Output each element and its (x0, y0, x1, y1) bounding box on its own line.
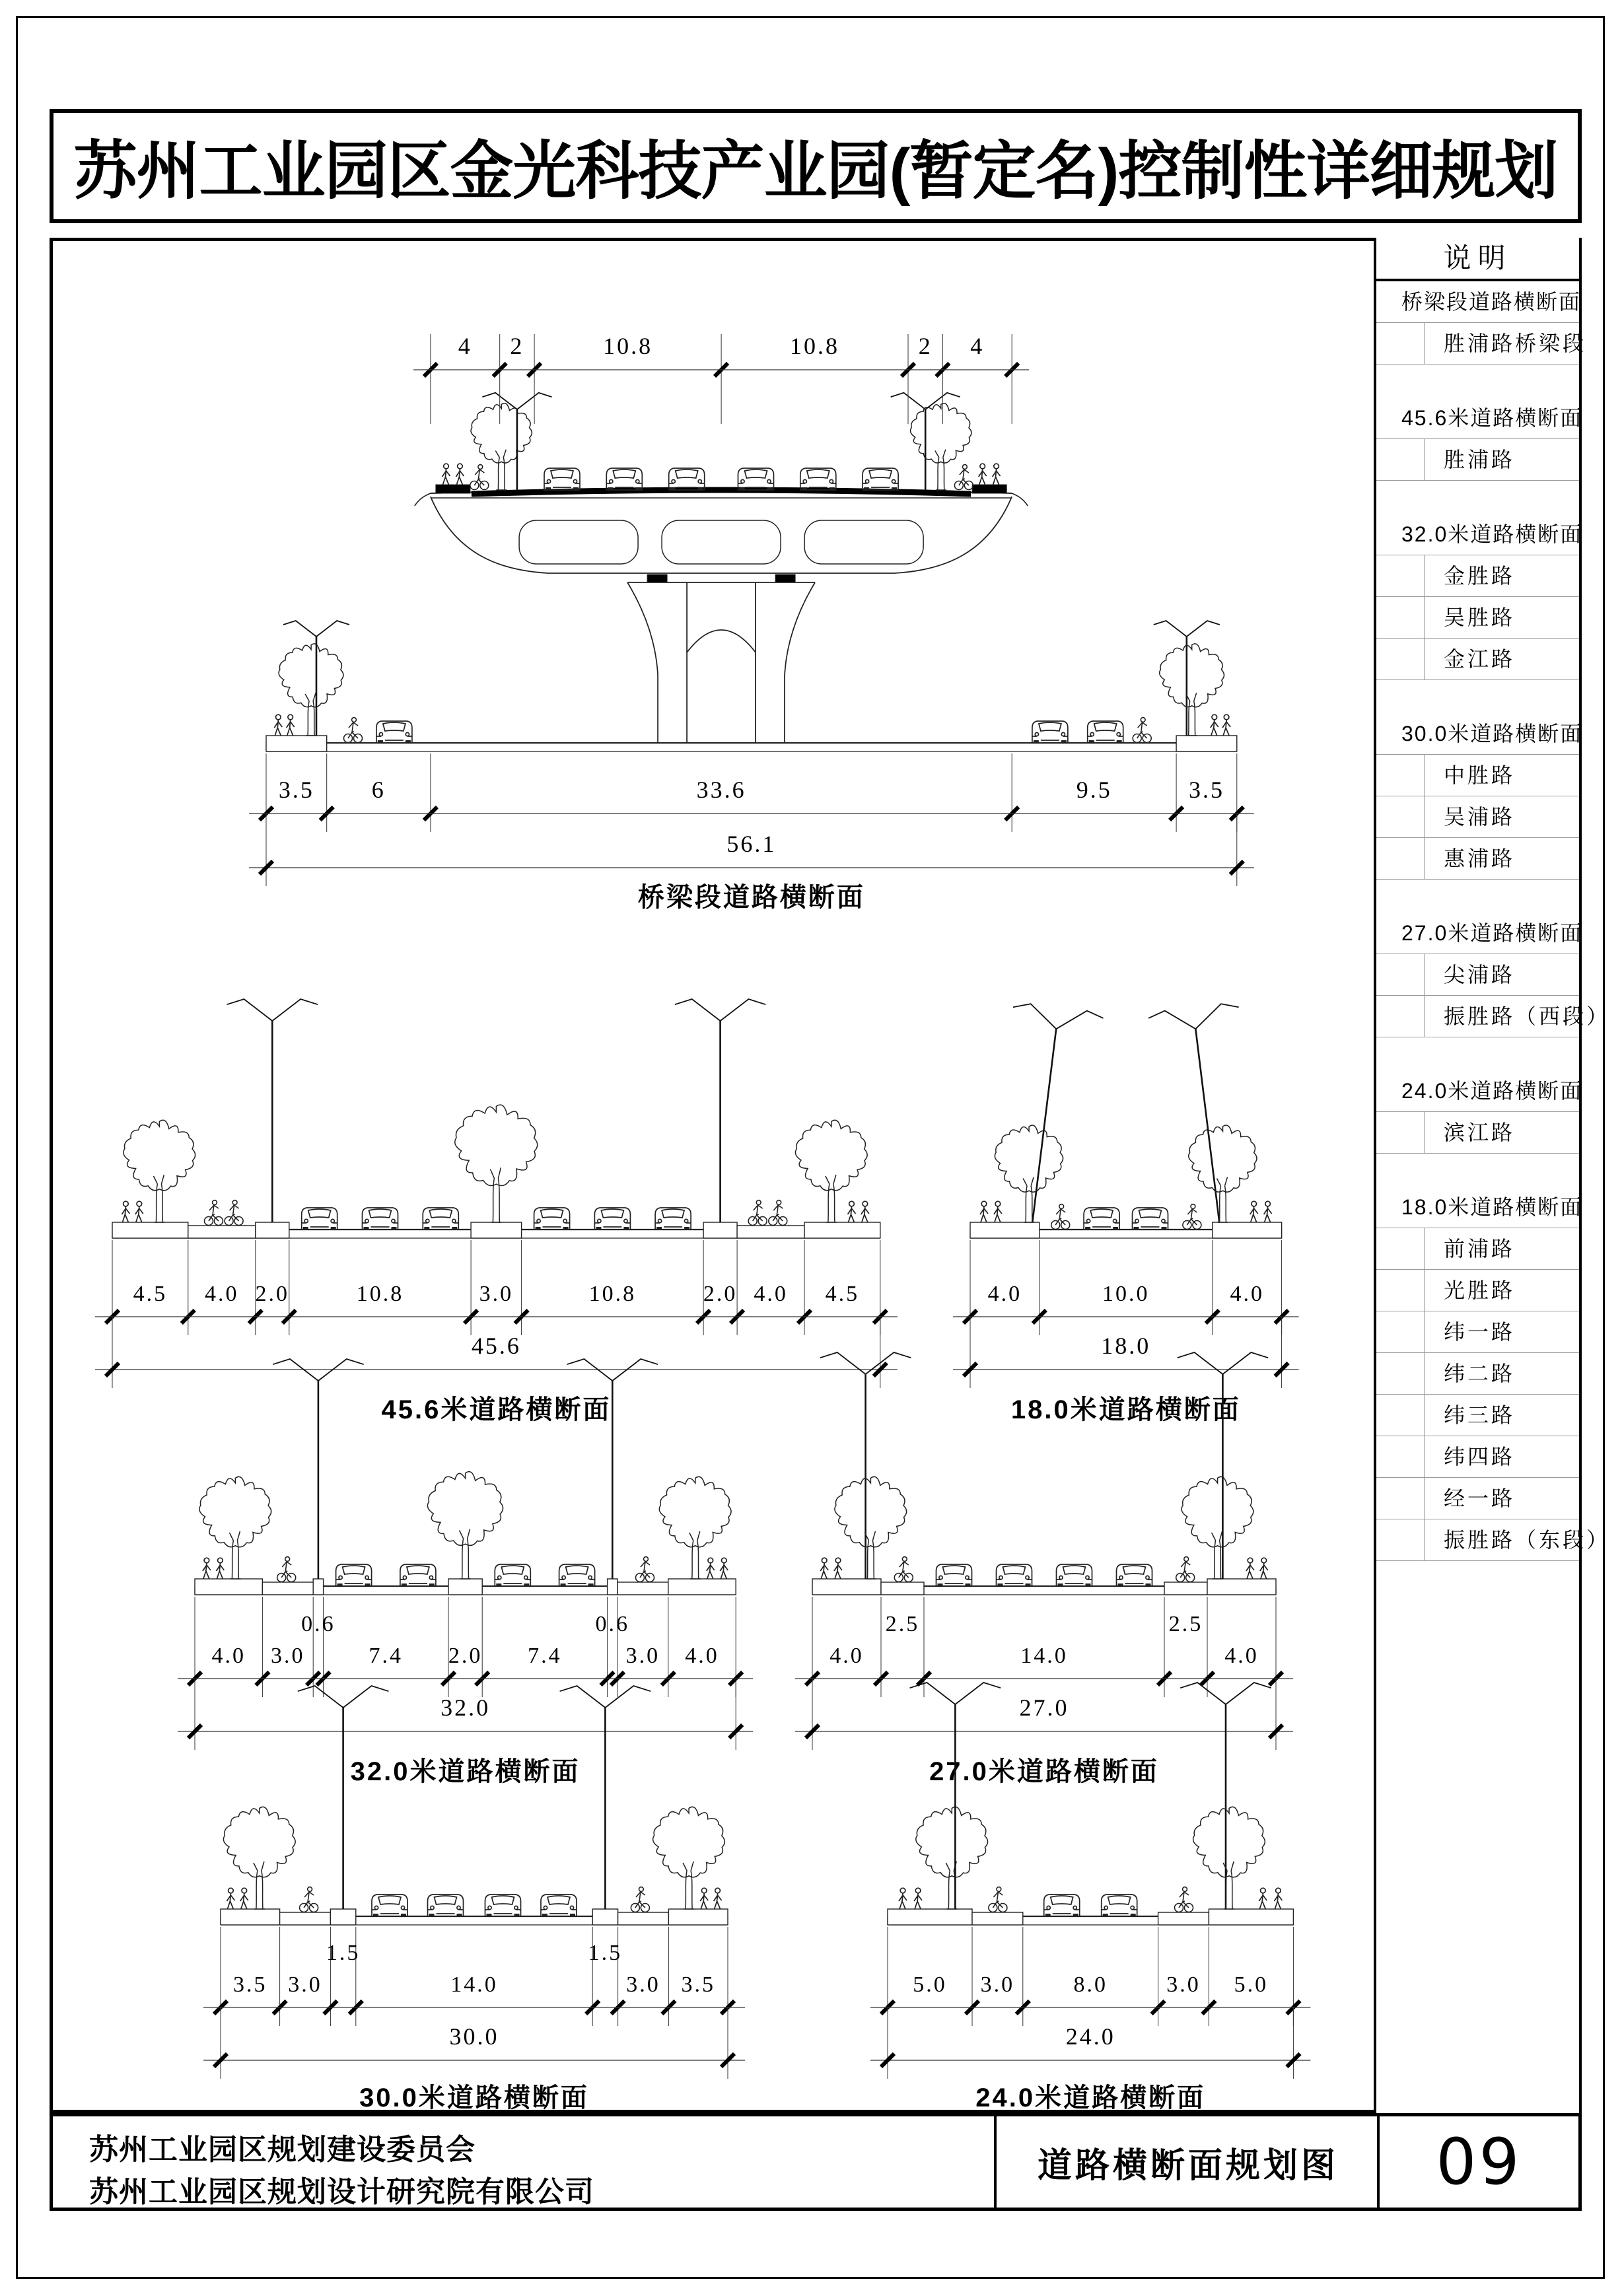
tree-icon (916, 1807, 988, 1909)
street-lamp-icon (820, 1352, 911, 1579)
dim-label: 10.8 (356, 1282, 404, 1306)
street-lamp-icon (910, 1683, 1001, 1909)
dim-label: 4.0 (754, 1282, 788, 1306)
raised-curb (188, 1226, 256, 1238)
legend-category-row: 18.0米道路横断面 (1376, 1187, 1579, 1228)
car-icon (559, 1564, 595, 1586)
legend-road-row: 前浦路 (1376, 1228, 1579, 1270)
raised-curb (112, 1222, 188, 1238)
legend-spacer (1376, 680, 1579, 713)
total-dim-label: 32.0 (441, 1694, 491, 1721)
tree-icon (123, 1120, 195, 1222)
person-icon (720, 1558, 728, 1579)
car-icon (1044, 1895, 1080, 1916)
dim-label: 10.0 (1102, 1282, 1150, 1306)
legend-road-row: 吴浦路 (1376, 796, 1579, 838)
tree-icon (659, 1477, 731, 1579)
bridge-section (249, 333, 1254, 912)
legend-road-row: 纬三路 (1376, 1395, 1579, 1436)
tree-icon (653, 1807, 725, 1909)
tree-icon (795, 1120, 867, 1222)
title-block (50, 2113, 1582, 2211)
person-icon (714, 1888, 722, 1909)
car-icon (400, 1564, 436, 1586)
street-lamp-icon (298, 1686, 389, 1909)
raised-curb (313, 1579, 323, 1595)
raised-curb (221, 1909, 280, 1925)
tree-icon (427, 1472, 503, 1579)
raised-curb (618, 1912, 669, 1925)
dim-label: 10.8 (790, 333, 839, 359)
person-icon (1260, 1558, 1268, 1579)
dim-label: 4 (970, 333, 985, 359)
dim-label: 33.6 (696, 777, 746, 803)
total-dim-label: 27.0 (1019, 1694, 1069, 1721)
legend-category-row: 32.0米道路横断面 (1376, 514, 1579, 555)
car-icon (1117, 1564, 1152, 1586)
car-icon (1133, 1208, 1168, 1230)
legend-spacer (1376, 1561, 1579, 1594)
dim-label: 2.5 (1168, 1612, 1203, 1636)
road-section-s24-0 (870, 1683, 1310, 2112)
raised-curb (970, 1222, 1040, 1238)
car-icon (534, 1208, 570, 1230)
raised-curb (266, 736, 327, 751)
street-lamp-icon (560, 1686, 651, 1909)
legend-panel (1374, 238, 1611, 2113)
road-section-s18-0 (953, 1002, 1299, 1424)
tree-icon (911, 403, 971, 490)
person-icon (1264, 1201, 1272, 1222)
dim-label: 3.5 (278, 777, 314, 803)
car-icon (485, 1895, 521, 1916)
total-dim-label: 56.1 (726, 831, 777, 857)
person-icon (994, 1201, 1002, 1222)
street-lamp-icon (1180, 1683, 1271, 1909)
legend-road-row: 金江路 (1376, 639, 1579, 680)
car-icon (936, 1564, 972, 1586)
dim-label: 4.5 (133, 1282, 168, 1306)
raised-curb (881, 1582, 924, 1595)
cyclist-icon (225, 1200, 243, 1226)
raised-curb (703, 1222, 737, 1238)
legend-spacer (1376, 880, 1579, 913)
tree-icon (835, 1477, 907, 1579)
cyclist-icon (277, 1557, 296, 1582)
car-icon (1084, 1208, 1119, 1230)
road-section-s45-6 (95, 999, 898, 1424)
dim-label: 2.0 (703, 1282, 738, 1306)
raised-curb (804, 1222, 880, 1238)
person-icon (980, 1201, 988, 1222)
cyclist-icon (748, 1200, 767, 1226)
dim-label: 4.0 (685, 1644, 719, 1668)
car-icon (544, 468, 580, 490)
legend-road-row: 惠浦路 (1376, 838, 1579, 880)
raised-curb (448, 1579, 482, 1595)
dim-label: 4.0 (987, 1282, 1022, 1306)
cyclist-icon (470, 465, 489, 490)
car-icon (428, 1895, 464, 1916)
person-icon (700, 1888, 708, 1909)
dim-label: 2.5 (885, 1612, 920, 1636)
legend-spacer (1376, 1154, 1579, 1187)
dim-label: 3.5 (233, 1972, 267, 1997)
car-icon (1088, 721, 1123, 743)
raised-curb (737, 1226, 804, 1238)
legend-road-row: 纬二路 (1376, 1353, 1579, 1395)
person-icon (914, 1888, 922, 1909)
legend-road-row: 振胜路（东段） (1376, 1519, 1579, 1561)
street-lamp-icon (1154, 621, 1220, 736)
tree-icon (1181, 1477, 1253, 1579)
legend-road-row: 吴胜路 (1376, 597, 1579, 639)
cyclist-icon (636, 1557, 654, 1582)
person-icon (707, 1558, 715, 1579)
legend-road-row: 滨江路 (1376, 1112, 1579, 1154)
dim-label: 1.5 (326, 1941, 361, 1965)
page-title: 苏州工业园区金光科技产业园(暂定名)控制性详细规划 (73, 136, 1558, 207)
raised-curb (1209, 1909, 1293, 1925)
sheet-title: 道路横断面规划图 (994, 2116, 1380, 2208)
org-line-2: 苏州工业园区规划设计研究院有限公司 (89, 2176, 594, 2208)
car-icon (863, 468, 898, 490)
dim-label: 2.0 (255, 1282, 290, 1306)
street-lamp-icon (1178, 1352, 1269, 1579)
dim-label: 10.8 (588, 1282, 637, 1306)
car-icon (495, 1564, 530, 1586)
legend-road-row: 胜浦路桥梁段 (1376, 323, 1579, 365)
cyclist-icon (1183, 1204, 1201, 1230)
person-icon (135, 1201, 143, 1222)
dim-label: 3.0 (479, 1282, 514, 1306)
legend-road-row: 振胜路（西段） (1376, 996, 1579, 1037)
dim-label: 3.5 (681, 1972, 715, 1997)
street-lamp-icon (1148, 1002, 1265, 1228)
dim-label: 4.0 (1230, 1282, 1264, 1306)
street-lamp-icon (227, 999, 318, 1222)
dim-label: 0.6 (595, 1612, 630, 1636)
org-line-1: 苏州工业园区规划建设委员会 (89, 2134, 476, 2166)
car-icon (1057, 1564, 1092, 1586)
legend-spacer (1376, 1037, 1579, 1070)
person-icon (456, 464, 464, 485)
raised-curb (262, 1582, 313, 1595)
person-icon (834, 1558, 842, 1579)
raised-curb (668, 1909, 728, 1925)
raised-curb (330, 1909, 355, 1925)
tree-icon (995, 1125, 1063, 1222)
car-icon (423, 1208, 458, 1230)
raised-curb (280, 1912, 331, 1925)
raised-curb (1176, 736, 1237, 751)
cyclist-icon (894, 1557, 913, 1582)
cyclist-icon (989, 1887, 1007, 1912)
car-icon (655, 1208, 691, 1230)
cyclist-icon (1176, 1557, 1195, 1582)
bridge-deck (415, 485, 1028, 743)
dim-label: 2 (510, 333, 524, 359)
cyclist-icon (769, 1200, 787, 1226)
tree-icon (455, 1105, 538, 1222)
raised-curb (1164, 1582, 1207, 1595)
dim-label: 14.0 (450, 1972, 498, 1997)
legend-road-row: 纬一路 (1376, 1311, 1579, 1353)
sheet-number: 09 (1377, 2116, 1578, 2208)
section-label: 45.6米道路横断面 (381, 1395, 612, 1424)
street-lamp-icon (482, 393, 551, 490)
road-section-s30-0 (203, 1686, 745, 2112)
legend-road-row: 光胜路 (1376, 1270, 1579, 1311)
car-icon (336, 1564, 372, 1586)
legend-road-row: 纬四路 (1376, 1436, 1579, 1478)
person-icon (820, 1558, 828, 1579)
person-icon (287, 714, 295, 736)
total-dim-label: 18.0 (1101, 1333, 1151, 1359)
legend-road-row: 尖浦路 (1376, 954, 1579, 996)
person-icon (274, 714, 282, 736)
car-icon (800, 468, 836, 490)
legend-category-row: 30.0米道路横断面 (1376, 713, 1579, 755)
person-icon (227, 1888, 234, 1909)
tree-icon (471, 403, 532, 490)
total-dim-label: 30.0 (449, 2023, 499, 2050)
person-icon (122, 1201, 129, 1222)
car-icon (1032, 721, 1068, 743)
car-icon (372, 1895, 407, 1916)
person-icon (216, 1558, 224, 1579)
person-icon (1211, 714, 1218, 736)
car-icon (302, 1208, 337, 1230)
car-icon (594, 1208, 630, 1230)
raised-curb (195, 1579, 262, 1595)
person-icon (993, 464, 1001, 485)
raised-curb (972, 1912, 1023, 1925)
car-icon (376, 721, 412, 743)
legend-road-row: 金胜路 (1376, 555, 1579, 597)
legend-road-row: 胜浦路 (1376, 439, 1579, 481)
legend-category-row: 桥梁段道路横断面 (1376, 281, 1579, 323)
legend-category-row: 27.0米道路横断面 (1376, 913, 1579, 954)
dim-label: 4.0 (205, 1282, 239, 1306)
raised-curb (471, 1222, 522, 1238)
person-icon (979, 464, 987, 485)
person-icon (848, 1201, 856, 1222)
person-icon (442, 464, 450, 485)
raised-curb (617, 1582, 668, 1595)
dim-label: 2.0 (448, 1644, 483, 1668)
title-block-orgs (53, 2116, 994, 2208)
street-lamp-icon (567, 1359, 658, 1579)
person-icon (1259, 1888, 1267, 1909)
street-lamp-icon (987, 1002, 1104, 1228)
street-lamp-icon (283, 621, 349, 736)
cyclist-icon (954, 465, 973, 490)
raised-curb (668, 1579, 736, 1595)
title-box (50, 109, 1582, 223)
dim-label: 9.5 (1076, 777, 1112, 803)
raised-curb (888, 1909, 972, 1925)
cyclist-icon (205, 1200, 223, 1226)
dim-label: 0.6 (301, 1612, 335, 1636)
dim-label: 3.0 (1166, 1972, 1201, 1997)
raised-curb (592, 1909, 617, 1925)
dim-label: 4.0 (829, 1644, 864, 1668)
cyclist-icon (1133, 718, 1151, 743)
dim-label: 3.0 (980, 1972, 1015, 1997)
dim-label: 4 (458, 333, 472, 359)
dim-label: 5.0 (1234, 1972, 1269, 1997)
person-icon (240, 1888, 248, 1909)
car-icon (363, 1208, 398, 1230)
total-dim-label: 45.6 (471, 1333, 521, 1359)
dim-label: 7.4 (528, 1644, 562, 1668)
dim-label: 6 (371, 777, 386, 803)
section-label: 桥梁段道路横断面 (637, 883, 865, 912)
raised-curb (608, 1579, 617, 1595)
tree-icon (199, 1477, 271, 1579)
raised-curb (256, 1222, 289, 1238)
legend-rows (1376, 281, 1611, 1594)
legend-road-row: 中胜路 (1376, 755, 1579, 796)
raised-curb (1213, 1222, 1282, 1238)
person-icon (203, 1558, 211, 1579)
cyclist-icon (631, 1887, 649, 1912)
dim-label: 3.5 (1189, 777, 1224, 803)
section-label: 18.0米道路横断面 (1010, 1395, 1241, 1424)
legend-category-row: 24.0米道路横断面 (1376, 1070, 1579, 1112)
dim-label: 14.0 (1020, 1644, 1068, 1668)
cyclist-icon (1175, 1887, 1193, 1912)
section-label: 30.0米道路横断面 (359, 2083, 589, 2112)
section-label: 32.0米道路横断面 (350, 1757, 581, 1786)
street-lamp-icon (273, 1359, 364, 1579)
section-label: 27.0米道路横断面 (929, 1757, 1159, 1786)
total-dim-label: 24.0 (1065, 2023, 1115, 2050)
legend-spacer (1376, 481, 1579, 514)
dim-label: 2 (918, 333, 933, 359)
dim-label: 5.0 (913, 1972, 947, 1997)
tree-icon (1193, 1807, 1265, 1909)
car-icon (606, 468, 642, 490)
raised-curb (812, 1579, 881, 1595)
car-icon (1102, 1895, 1137, 1916)
tree-icon (223, 1807, 295, 1909)
dim-label: 1.5 (588, 1941, 623, 1965)
person-icon (861, 1201, 869, 1222)
dim-label: 3.0 (626, 1972, 660, 1997)
cyclist-icon (1051, 1204, 1070, 1230)
car-icon (669, 468, 705, 490)
cyclist-icon (300, 1887, 318, 1912)
person-icon (1274, 1888, 1282, 1909)
legend-header: 说明 (1376, 238, 1579, 281)
car-icon (738, 468, 774, 490)
section-label: 24.0米道路横断面 (975, 2083, 1206, 2112)
legend-road-row: 经一路 (1376, 1478, 1579, 1519)
dim-label: 4.0 (1224, 1644, 1259, 1668)
person-icon (1250, 1201, 1258, 1222)
legend-spacer (1376, 365, 1579, 398)
tree-icon (1189, 1125, 1257, 1222)
raised-curb (1158, 1912, 1209, 1925)
person-icon (899, 1888, 907, 1909)
legend-category-row: 45.6米道路横断面 (1376, 398, 1579, 439)
dim-label: 3.0 (271, 1644, 305, 1668)
dim-label: 3.0 (625, 1644, 660, 1668)
tree-icon (279, 644, 343, 736)
car-icon (997, 1564, 1032, 1586)
dim-label: 7.4 (369, 1644, 404, 1668)
dim-label: 4.5 (825, 1282, 860, 1306)
street-lamp-icon (675, 999, 766, 1222)
cross-sections-drawing (50, 238, 1374, 2113)
dim-label: 10.8 (603, 333, 653, 359)
cyclist-icon (344, 718, 363, 743)
dim-label: 8.0 (1073, 1972, 1108, 1997)
dim-label: 4.0 (211, 1644, 246, 1668)
person-icon (1246, 1558, 1254, 1579)
car-icon (541, 1895, 577, 1916)
person-icon (1222, 714, 1230, 736)
dim-label: 3.0 (288, 1972, 322, 1997)
raised-curb (1207, 1579, 1276, 1595)
